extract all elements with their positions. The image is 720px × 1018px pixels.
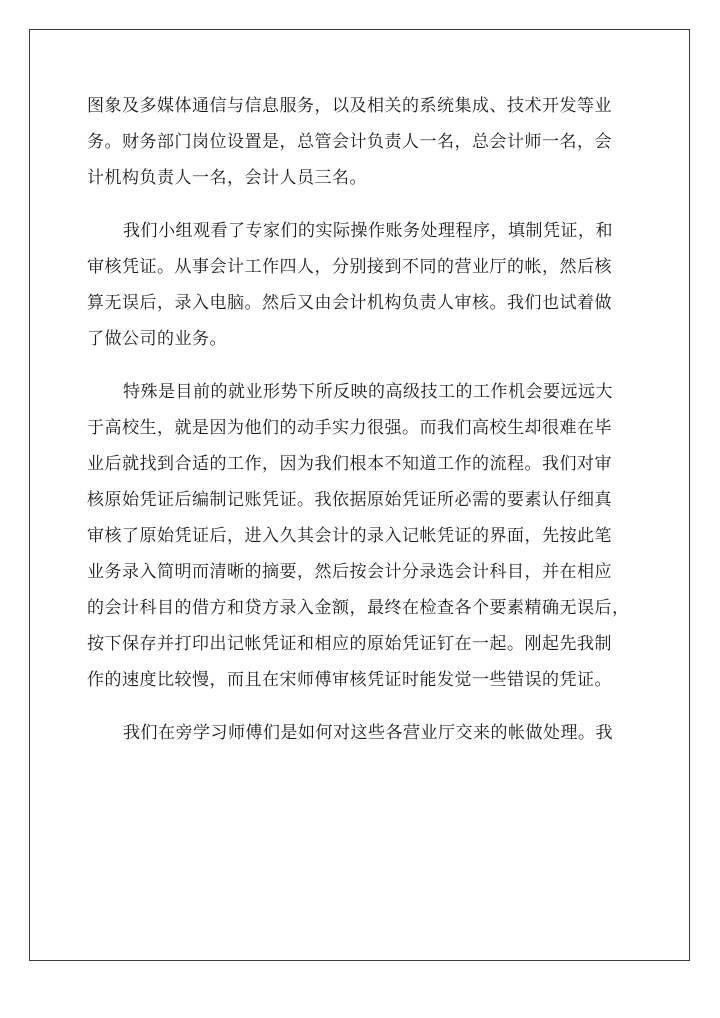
- paragraph-2: [87, 213, 635, 357]
- text-line: 业后就找到合适的工作，因为我们根本不知道工作的流程。我们对审: [87, 454, 612, 474]
- paragraph-3: [87, 374, 635, 698]
- text-line: 审核了原始凭证后，进入久其会计的录入记帐凭证的界面，先按此笔: [87, 526, 612, 546]
- text-line: 我们小组观看了专家们的实际操作账务处理程序，填制凭证，和: [123, 221, 613, 241]
- text-line: 我们在旁学习师傅们是如何对这些各营业厅交来的帐做处理。我: [123, 723, 613, 743]
- text-line: 作的速度比较慢，而且在宋师傅审核凭证时能发觉一些错误的凭证。: [87, 670, 612, 690]
- text-line: 核原始凭证后编制记账凭证。我依据原始凭证所必需的要素认仔细真: [87, 490, 612, 510]
- text-line: 于高校生，就是因为他们的动手实力很强。而我们高校生却很难在毕: [87, 418, 612, 438]
- paragraph-spacer: [87, 196, 635, 213]
- paragraph-1: [87, 88, 635, 196]
- text-line: 按下保存并打印出记帐凭证和相应的原始凭证钉在一起。刚起先我制: [87, 634, 612, 654]
- paragraph-4: [87, 715, 635, 751]
- text-line: 图象及多媒体通信与信息服务，以及相关的系统集成、技术开发等业: [87, 96, 612, 116]
- text-line: 了做公司的业务。: [87, 329, 227, 349]
- text-line: 务。财务部门岗位设置是，总管会计负责人一名，总会计师一名，会: [87, 132, 612, 152]
- text-line: 算无误后，录入电脑。然后又由会计机构负责人审核。我们也试着做: [87, 293, 612, 313]
- document-body: [87, 88, 635, 751]
- text-line: 业务录入简明而清晰的摘要，然后按会计分录选会计科目，并在相应: [87, 562, 612, 582]
- text-line: 特殊是目前的就业形势下所反映的高级技工的工作机会要远远大: [123, 382, 613, 402]
- text-line: 审核凭证。从事会计工作四人，分别接到不同的营业厅的帐，然后核: [87, 257, 612, 277]
- text-line: 计机构负责人一名，会计人员三名。: [87, 168, 367, 188]
- paragraph-spacer: [87, 698, 635, 715]
- text-line: 的会计科目的借方和贷方录入金额，最终在检查各个要素精确无误后，: [87, 598, 630, 618]
- paragraph-spacer: [87, 357, 635, 374]
